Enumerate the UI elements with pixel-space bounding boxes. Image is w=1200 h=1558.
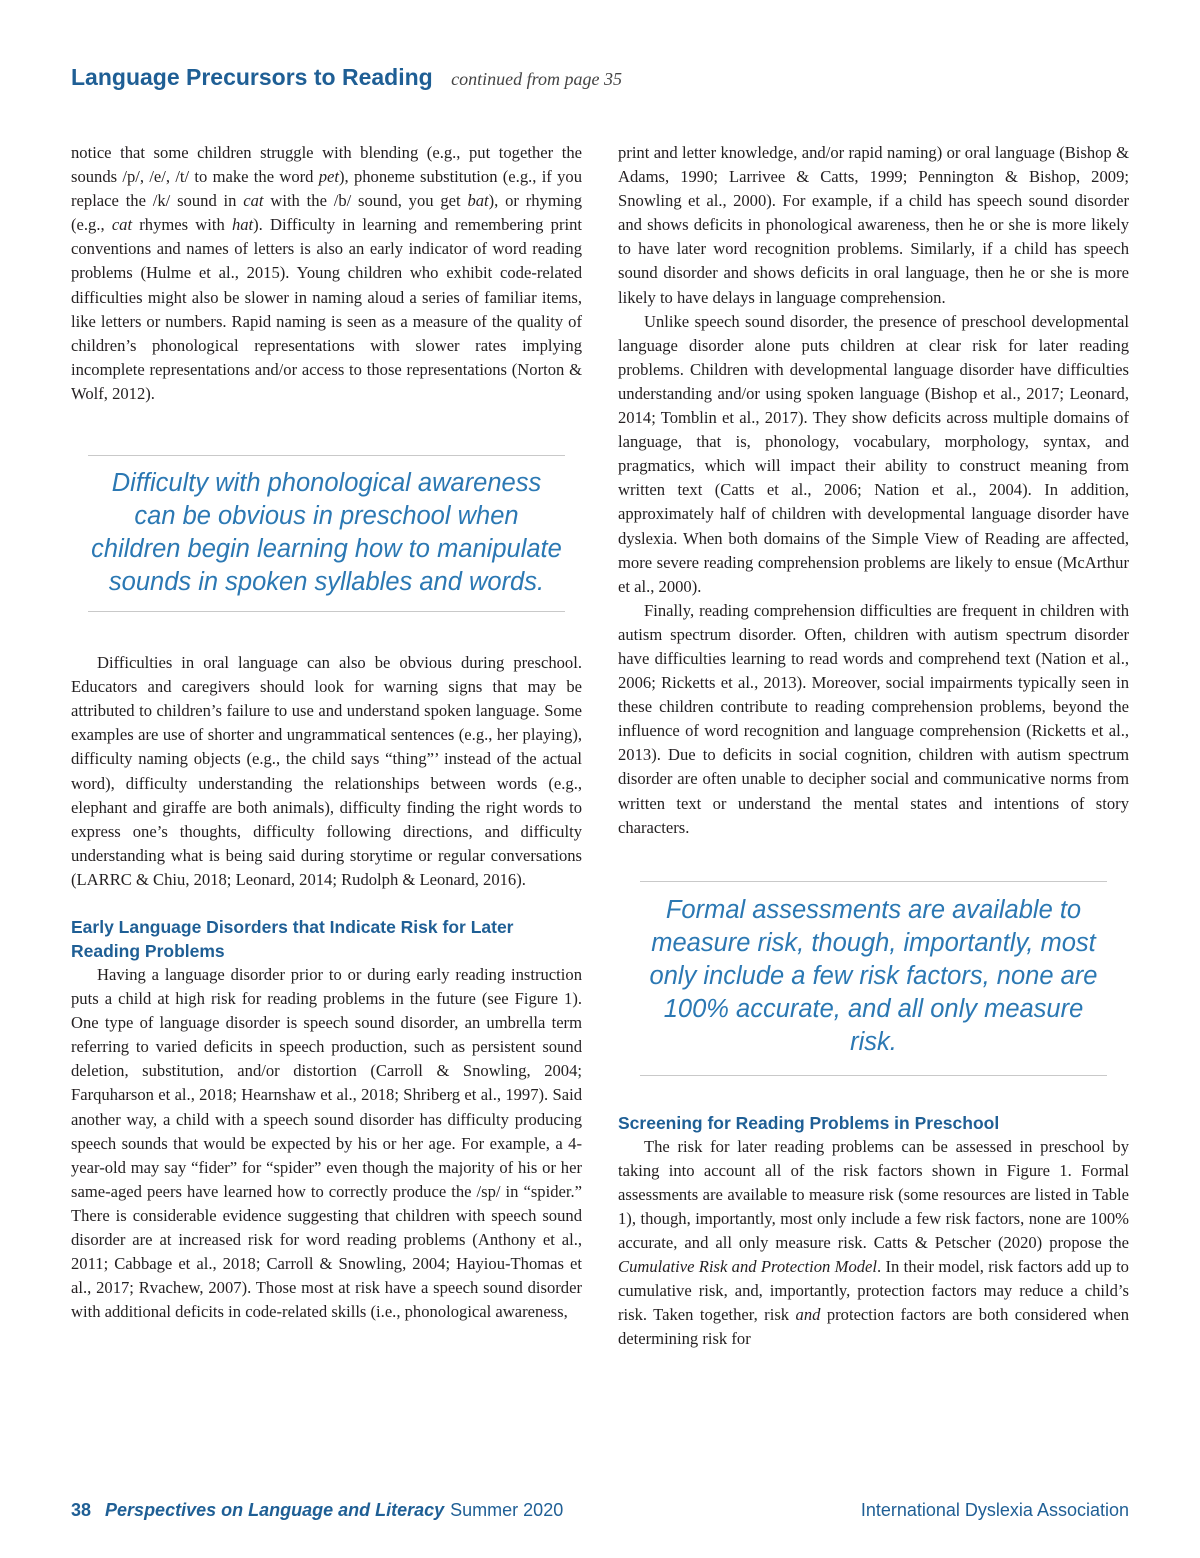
right-paragraph-2: Unlike speech sound disorder, the presence of preschool developmental language disorder alone puts children at clear risk for later reading problems. Children with developmental language disorder have difficulties understanding and/or using spoken language (Bishop et al., 2017; Leonard, 2014; Tomblin et al., 2017). They show deficits across multiple domains of language, that is, phonology, vocabulary, morphology, syntax, and pragmatics, which will impact their ability to construct meaning from written text (Catts et al., 2006; Nation et al., 2004). In addition, approximately half of children with developmental language disorder have dyslexia. When both domains of the Simple View of Reading are affected, more severe reading comprehension problems are likely to ensue (McArthur et al., 2000). xyxy=(618,311,1129,596)
organization-name: International Dyslexia Association xyxy=(860,1500,1129,1520)
right-paragraph-1: print and letter knowledge, and/or rapid naming) or oral language (Bishop & Adams, 1990; Larrivee & Catts, 1999; Pennington & Bishop, 2009; Snowling et al., 2000). For example, if a child has speech sound disorder and shows deficits in phonological awareness, then he or she is more likely to have later word recognition problems. Similarly, if a child has speech sound disorder and shows deficits in oral language, then he or she is more likely to have delays in language comprehension. xyxy=(618,143,1129,307)
page-header xyxy=(71,64,1131,91)
journal-title: Perspectives on Language and Literacy xyxy=(105,1500,445,1520)
pull-quote-phonological: Difficulty with phonological awareness can be obvious in preschool when children begin learning how to manipulate sounds in spoken syllables and words. xyxy=(88,455,565,612)
pull-quote-formal-assessments: Formal assessments are available to measure risk, though, importantly, most only include a few risk factors, none are 100% accurate, and all only measure risk. xyxy=(640,881,1107,1076)
left-column xyxy=(71,141,582,1324)
left-paragraph-2: Difficulties in oral language can also be obvious during preschool. Educators and caregivers should look for warning signs that may be attributed to children’s failure to use and understand spoken language. Some examples are use of shorter and ungrammatical sentences (e.g., her playing), difficulty naming objects (e.g., the child says “thing”’ instead of the actual word), difficulty understanding the relationships between words (e.g., elephant and giraffe are both animals), difficulty finding the right words to express one’s thoughts, difficulty following directions, and difficulty understanding what is being said during storytime or regular conversations (LARRC & Chiu, 2018; Leonard, 2014; Rudolph & Leonard, 2016). xyxy=(71,653,582,889)
subheading-screening: Screening for Reading Problems in Preschool xyxy=(618,1112,1000,1133)
page-footer xyxy=(71,1500,1129,1526)
right-paragraph-3: Finally, reading comprehension difficulties are frequent in children with autism spectrum disorder. Often, children with autism spectrum disorder have difficulties learning to read words and comprehend text (Nation et al., 2006; Ricketts et al., 2013). Moreover, social impairments typically seen in these children contribute to reading comprehension problems, beyond the influence of word recognition and language comprehension (Ricketts et al., 2013). Due to deficits in social cognition, children with autism spectrum disorder are often unable to decipher social and communicative norms from written text or understand the mental states and intentions of story characters. xyxy=(618,600,1129,837)
page-number: 38 xyxy=(71,1500,92,1520)
issue-label: Summer 2020 xyxy=(450,1500,564,1520)
right-paragraph-4: The risk for later reading problems can be assessed in preschool by taking into account all of the risk factors shown in Figure 1. Formal assessments are available to measure risk (some resources are listed in Table 1), though, importantly, most only include a few risk factors, none are 100% accurate, and all only measure risk. Catts & Petscher (2020) propose the Cumulative Risk and Protection Model. In their model, risk factors add up to cumulative risk, and, importantly, protection factors may reduce a child’s risk. Taken together, risk and protection factors are both considered when determining risk for xyxy=(618,1136,1129,1349)
continued-note: continued from page 35 xyxy=(451,69,622,89)
subheading-early-language-disorders: Early Language Disorders that Indicate Risk for Later Reading Problems xyxy=(71,916,514,961)
left-paragraph-3: Having a language disorder prior to or during early reading instruction puts a child at high risk for reading problems in the future (see Figure 1). One type of language disorder is speech sound disorder, an umbrella term referring to varied deficits in speech production, such as persistent sound deletion, substitution, and/or distortion (Carroll & Snowling, 2004; Farquharson et al., 2018; Hearnshaw et al., 2018; Shriberg et al., 1997). Said another way, a child with a speech sound disorder has difficulty producing speech sounds that would be expected by his or her age. For example, a 4-year-old may say “fider” for “spider” even though the majority of his or her same-aged peers have learned how to correctly produce the /sp/ in “spider.” There is considerable evidence suggesting that children with speech sound disorder are at increased risk for word reading problems (Anthony et al., 2011; Cabbage et al., 2018; Carroll & Snowling, 2004; Hayiou-Thomas et al., 2017; Rvachew, 2007). Those most at risk have a speech sound disorder with additional deficits in code-related skills (i.e., phonological awareness, xyxy=(71,964,582,1322)
section-title: Language Precursors to Reading xyxy=(71,64,433,90)
right-column xyxy=(618,141,1129,1352)
left-paragraph-1: notice that some children struggle with blending (e.g., put together the sounds /p/, /e/, /t/ to make the word pet), phoneme substitution (e.g., if you replace the /k/ sound in cat with the /b/ sound, you get bat), or rhyming (e.g., cat rhymes with hat). Difficulty in learning and remembering print conventions and names of letters is also an early indicator of word reading problems (Hulme et al., 2015). Young children who exhibit code-related difficulties might also be slower in naming aloud a series of familiar items, like letters or numbers. Rapid naming is seen as a measure of the quality of children’s phonological representations with slower rates implying incomplete representations and/or access to those representations (Norton & Wolf, 2012). xyxy=(71,143,582,403)
